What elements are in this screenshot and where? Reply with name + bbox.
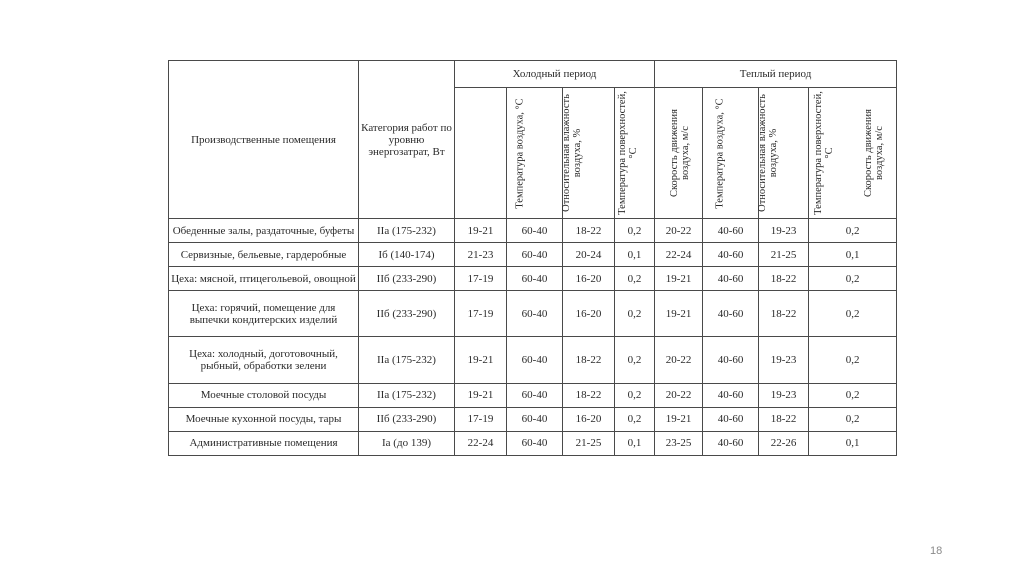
cold-air-temp: 19-21 xyxy=(455,337,507,383)
header-cold-air-temp: Температура воздуха, °С xyxy=(455,88,507,219)
table-row xyxy=(169,431,897,455)
warm-air-temp: 19-21 xyxy=(655,407,703,431)
table-row xyxy=(169,243,897,267)
room-name: Моечные кухонной посуды, тары xyxy=(169,407,359,431)
header-category: Категория работ по уровню энергозатрат, Вт xyxy=(359,61,455,219)
warm-humidity: 40-60 xyxy=(703,219,759,243)
cold-surface-temp: 21-25 xyxy=(563,431,615,455)
energy-category: IIб (233-290) xyxy=(359,407,455,431)
energy-category: IIа (175-232) xyxy=(359,219,455,243)
cold-air-temp: 17-19 xyxy=(455,291,507,337)
warm-humidity: 40-60 xyxy=(703,407,759,431)
header-warm-period: Теплый период xyxy=(655,61,897,88)
cold-air-temp: 17-19 xyxy=(455,267,507,291)
cold-air-speed: 0,2 xyxy=(615,383,655,407)
header-warm-humidity: Относительная влажность воздуха, % xyxy=(703,88,759,219)
cold-air-speed: 0,2 xyxy=(615,267,655,291)
cold-air-speed: 0,1 xyxy=(615,431,655,455)
cold-humidity: 60-40 xyxy=(507,407,563,431)
header-warm-surface-temp: Температура поверхностей, °С xyxy=(759,88,809,219)
cold-humidity: 60-40 xyxy=(507,243,563,267)
cold-air-speed: 0,2 xyxy=(615,337,655,383)
warm-humidity: 40-60 xyxy=(703,243,759,267)
header-cold-period: Холодный период xyxy=(455,61,655,88)
cold-surface-temp: 20-24 xyxy=(563,243,615,267)
room-name: Сервизные, бельевые, гардеробные xyxy=(169,243,359,267)
table-row xyxy=(169,267,897,291)
table-row xyxy=(169,383,897,407)
warm-humidity: 40-60 xyxy=(703,267,759,291)
warm-surface-temp: 21-25 xyxy=(759,243,809,267)
cold-surface-temp: 18-22 xyxy=(563,337,615,383)
cold-air-temp: 19-21 xyxy=(455,383,507,407)
warm-air-speed: 0,1 xyxy=(809,243,897,267)
warm-air-temp: 20-22 xyxy=(655,383,703,407)
microclimate-norms-table xyxy=(168,60,897,456)
room-name: Цеха: мясной, птицегольевой, овощной xyxy=(169,267,359,291)
warm-surface-temp: 22-26 xyxy=(759,431,809,455)
cold-surface-temp: 16-20 xyxy=(563,407,615,431)
header-warm-air-temp: Температура воздуха, °С xyxy=(655,88,703,219)
room-name: Обеденные залы, раздаточные, буфеты xyxy=(169,219,359,243)
energy-category: Iб (140-174) xyxy=(359,243,455,267)
cold-air-temp: 21-23 xyxy=(455,243,507,267)
cold-humidity: 60-40 xyxy=(507,267,563,291)
warm-air-speed: 0,2 xyxy=(809,219,897,243)
warm-surface-temp: 19-23 xyxy=(759,219,809,243)
energy-category: IIб (233-290) xyxy=(359,267,455,291)
energy-category: IIа (175-232) xyxy=(359,383,455,407)
room-name: Административные помещения xyxy=(169,431,359,455)
header-cold-surface-temp: Температура поверхностей, °С xyxy=(563,88,615,219)
cold-air-speed: 0,2 xyxy=(615,407,655,431)
cold-air-temp: 19-21 xyxy=(455,219,507,243)
warm-air-speed: 0,1 xyxy=(809,431,897,455)
warm-surface-temp: 18-22 xyxy=(759,407,809,431)
warm-humidity: 40-60 xyxy=(703,383,759,407)
energy-category: IIа (175-232) xyxy=(359,337,455,383)
room-name: Цеха: горячий, помещение для выпечки кондитерских изделий xyxy=(169,291,359,337)
table-row xyxy=(169,407,897,431)
table-row xyxy=(169,219,897,243)
header-warm-air-speed: Скорость движения воздуха, м/с xyxy=(809,88,897,219)
cold-air-speed: 0,2 xyxy=(615,291,655,337)
room-name: Цеха: холодный, доготовочный, рыбный, обработки зелени xyxy=(169,337,359,383)
cold-surface-temp: 16-20 xyxy=(563,267,615,291)
warm-air-speed: 0,2 xyxy=(809,291,897,337)
energy-category: Iа (до 139) xyxy=(359,431,455,455)
warm-surface-temp: 18-22 xyxy=(759,291,809,337)
header-cold-humidity: Относительная влажность воздуха, % xyxy=(507,88,563,219)
warm-air-temp: 19-21 xyxy=(655,267,703,291)
energy-category: IIб (233-290) xyxy=(359,291,455,337)
cold-air-speed: 0,2 xyxy=(615,219,655,243)
warm-air-speed: 0,2 xyxy=(809,383,897,407)
warm-humidity: 40-60 xyxy=(703,291,759,337)
cold-surface-temp: 18-22 xyxy=(563,219,615,243)
header-row-periods xyxy=(169,61,897,88)
warm-humidity: 40-60 xyxy=(703,431,759,455)
cold-humidity: 60-40 xyxy=(507,291,563,337)
cold-humidity: 60-40 xyxy=(507,219,563,243)
warm-surface-temp: 18-22 xyxy=(759,267,809,291)
warm-air-temp: 22-24 xyxy=(655,243,703,267)
warm-surface-temp: 19-23 xyxy=(759,337,809,383)
page-number: 18 xyxy=(930,545,943,557)
warm-air-temp: 23-25 xyxy=(655,431,703,455)
warm-air-speed: 0,2 xyxy=(809,407,897,431)
warm-air-speed: 0,2 xyxy=(809,267,897,291)
cold-humidity: 60-40 xyxy=(507,337,563,383)
warm-air-temp: 20-22 xyxy=(655,337,703,383)
header-rooms: Производственные помещения xyxy=(169,61,359,219)
room-name: Моечные столовой посуды xyxy=(169,383,359,407)
table-row xyxy=(169,337,897,383)
warm-air-speed: 0,2 xyxy=(809,337,897,383)
warm-air-temp: 20-22 xyxy=(655,219,703,243)
cold-air-speed: 0,1 xyxy=(615,243,655,267)
cold-air-temp: 22-24 xyxy=(455,431,507,455)
cold-humidity: 60-40 xyxy=(507,431,563,455)
warm-air-temp: 19-21 xyxy=(655,291,703,337)
cold-humidity: 60-40 xyxy=(507,383,563,407)
cold-air-temp: 17-19 xyxy=(455,407,507,431)
header-cold-air-speed: Скорость движения воздуха, м/с xyxy=(615,88,655,219)
cold-surface-temp: 16-20 xyxy=(563,291,615,337)
table-row xyxy=(169,291,897,337)
warm-surface-temp: 19-23 xyxy=(759,383,809,407)
warm-humidity: 40-60 xyxy=(703,337,759,383)
cold-surface-temp: 18-22 xyxy=(563,383,615,407)
